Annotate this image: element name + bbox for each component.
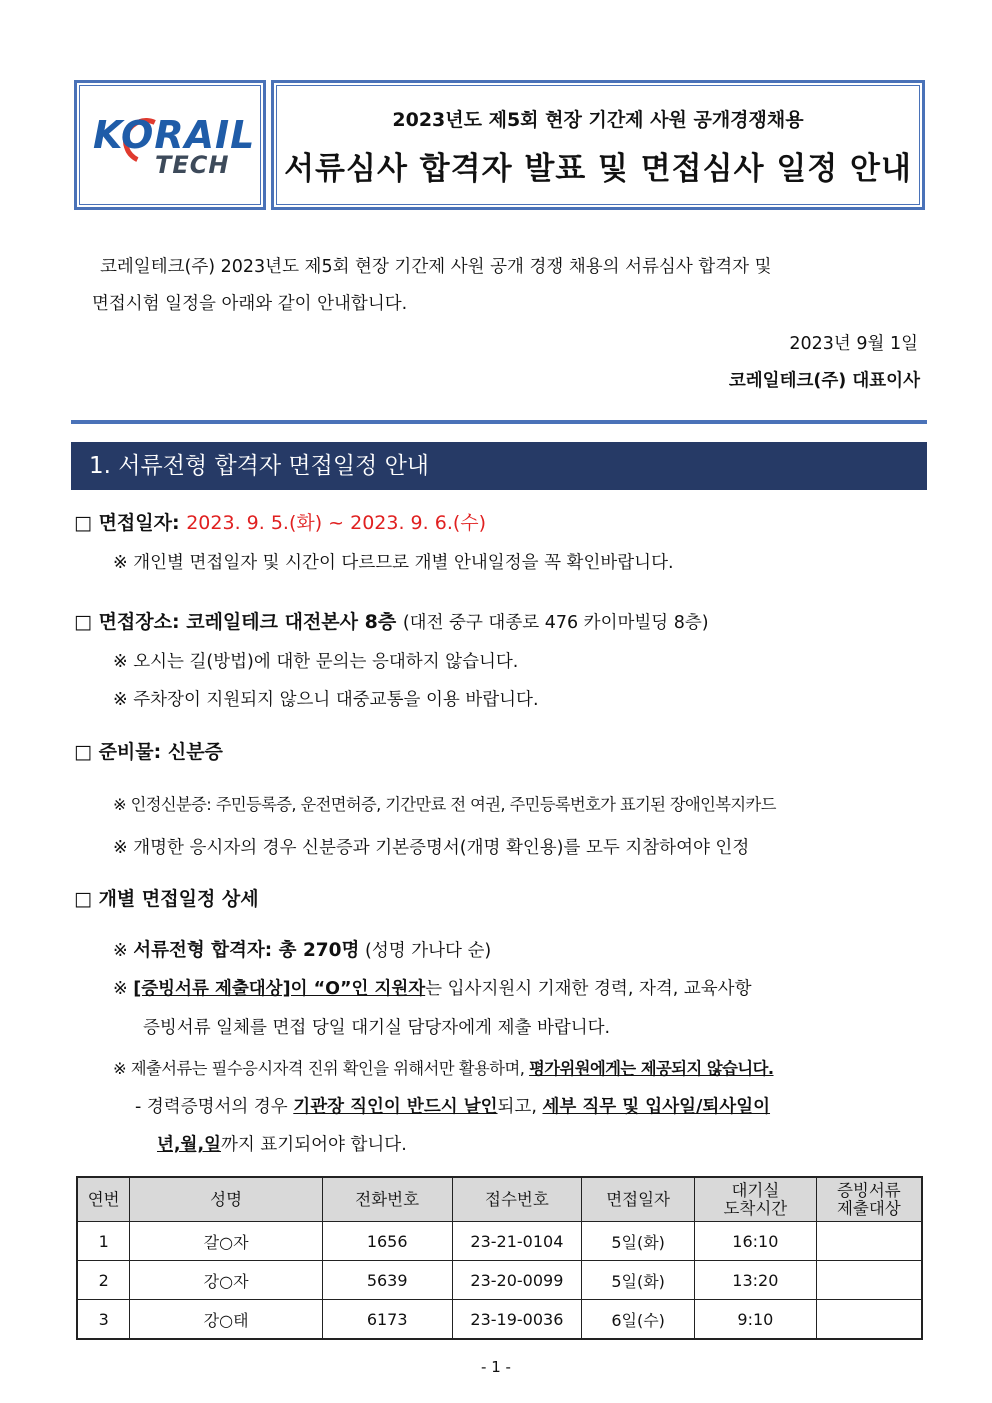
col-header-interview-date: 면접일자 [582, 1177, 695, 1222]
interview-date-label: □ 면접일자: [74, 512, 180, 534]
interview-place-value: 코레일테크 대전본사 8층 [186, 611, 397, 633]
logo-text-korail: KORAIL [93, 113, 256, 157]
dash-mark: - [135, 1097, 142, 1117]
place-note-1: ※ 오시는 길(방법)에 대한 문의는 응대하지 않습니다. [113, 652, 519, 672]
col-header-no: 연번 [77, 1177, 130, 1222]
table-row [77, 1222, 922, 1261]
cell-docs-required [816, 1300, 922, 1340]
detail-note-3-underline: 평가위원에게는 제공되지 않습니다. [529, 1059, 774, 1078]
interview-place-address: (대전 중구 대종로 476 카이마빌딩 8층) [402, 613, 709, 633]
korail-tech-logo [74, 80, 266, 210]
issue-date: 2023년 9월 1일 [789, 334, 918, 354]
detail-label: □ 개별 면접일정 상세 [74, 888, 259, 910]
cell-interview-date: 5일(화) [582, 1222, 695, 1261]
intro-line-2: 면접시험 일정을 아래와 같이 안내합니다. [92, 294, 408, 314]
cell-phone: 6173 [322, 1300, 452, 1340]
table-header-row [77, 1177, 922, 1222]
detail-note-1-bold: 서류전형 합격자: 총 270명 [133, 940, 360, 961]
detail-note-4-c: 까지 표기되어야 합니다. [221, 1135, 407, 1155]
note-mark: ※ [113, 1059, 127, 1078]
cell-arrival-time: 13:20 [694, 1261, 816, 1300]
prep-note-2: ※ 개명한 응시자의 경우 신분증과 기본증명서(개명 확인용)를 모두 지참하여야 인정 [113, 838, 750, 858]
place-note-2: ※ 주차장이 지원되지 않으니 대중교통을 이용 바랍니다. [113, 690, 539, 710]
logo-text-tech: TECH [155, 151, 230, 179]
table-row [77, 1300, 922, 1340]
cell-no: 1 [77, 1222, 130, 1261]
cell-phone: 1656 [322, 1222, 452, 1261]
cell-receipt: 23-19-0036 [452, 1300, 582, 1340]
document-title: 서류심사 합격자 발표 및 면접심사 일정 안내 [284, 151, 912, 187]
cell-receipt: 23-20-0099 [452, 1261, 582, 1300]
detail-note-3 [113, 1055, 774, 1079]
cell-phone: 5639 [322, 1261, 452, 1300]
detail-note-1-rest: (성명 가나다 순) [365, 941, 492, 961]
col-header-name: 성명 [130, 1177, 322, 1222]
cell-name: 강○자 [130, 1261, 322, 1300]
cell-receipt: 23-21-0104 [452, 1222, 582, 1261]
interview-date-note: ※ 개인별 면접일자 및 시간이 다르므로 개별 안내일정을 꼭 확인바랍니다. [113, 553, 674, 573]
prep-label: □ 준비물: 신분증 [74, 741, 223, 763]
col-header-docs-required: 증빙서류 제출대상 [816, 1177, 922, 1222]
detail-note-4-u2: 세부 직무 및 입사일/퇴사일이 [542, 1097, 771, 1117]
col-header-arrival-time: 대기실 도착시간 [694, 1177, 816, 1222]
interview-place-label: □ 면접장소: [74, 611, 180, 633]
detail-note-2 [113, 975, 752, 1000]
divider-rule [71, 420, 927, 424]
cell-name: 갈○자 [130, 1222, 322, 1261]
detail-note-2-rest: 는 입사지원시 기재한 경력, 자격, 교육사항 [425, 979, 752, 999]
cell-no: 3 [77, 1300, 130, 1340]
detail-note-1 [113, 936, 491, 962]
interview-date-value: 2023. 9. 5.(화) ~ 2023. 9. 6.(수) [186, 512, 487, 534]
detail-note-4-u1: 기관장 직인이 반드시 날인 [293, 1097, 498, 1117]
detail-note-2-underline: [증빙서류 제출대상]이 “O”인 지원자 [133, 979, 426, 999]
prep-note-1: ※ 인정신분증: 주민등록증, 운전면허증, 기간만료 전 여권, 주민등록번호가 표기된 장애인복지카드 [113, 795, 776, 814]
col-header-receipt: 접수번호 [452, 1177, 582, 1222]
detail-note-4-b: 되고, [497, 1097, 537, 1117]
interview-place-row [74, 607, 709, 634]
cell-no: 2 [77, 1261, 130, 1300]
table-row [77, 1261, 922, 1300]
document-subtitle: 2023년도 제5회 현장 기간제 사원 공개경쟁채용 [392, 109, 804, 131]
title-box [271, 80, 925, 210]
note-mark: ※ [113, 979, 128, 999]
cell-docs-required [816, 1222, 922, 1261]
interview-schedule-table [76, 1176, 923, 1340]
cell-docs-required [816, 1261, 922, 1300]
section-title-bar: 1. 서류전형 합격자 면접일정 안내 [71, 442, 927, 490]
detail-note-4-u3: 년,월,일 [157, 1135, 222, 1155]
detail-note-4-a: 경력증명서의 경우 [146, 1097, 288, 1117]
cell-interview-date: 6일(수) [582, 1300, 695, 1340]
cell-name: 강○태 [130, 1300, 322, 1340]
detail-note-2-line2: 증빙서류 일체를 면접 당일 대기실 담당자에게 제출 바랍니다. [143, 1018, 611, 1038]
detail-note-4-line2 [157, 1131, 407, 1156]
interview-date-row [74, 508, 486, 535]
cell-arrival-time: 9:10 [694, 1300, 816, 1340]
detail-note-4 [135, 1093, 770, 1118]
note-mark: ※ [113, 941, 128, 961]
cell-interview-date: 5일(화) [582, 1261, 695, 1300]
signer: 코레일테크(주) 대표이사 [728, 371, 920, 391]
intro-line-1: 코레일테크(주) 2023년도 제5회 현장 기간제 사원 공개 경쟁 채용의 서류심사 합격자 및 [100, 257, 772, 277]
detail-note-3-rest: 제출서류는 필수응시자격 진위 확인을 위해서만 활용하며, [130, 1059, 525, 1078]
page-number: - 1 - [481, 1358, 511, 1376]
col-header-phone: 전화번호 [322, 1177, 452, 1222]
cell-arrival-time: 16:10 [694, 1222, 816, 1261]
